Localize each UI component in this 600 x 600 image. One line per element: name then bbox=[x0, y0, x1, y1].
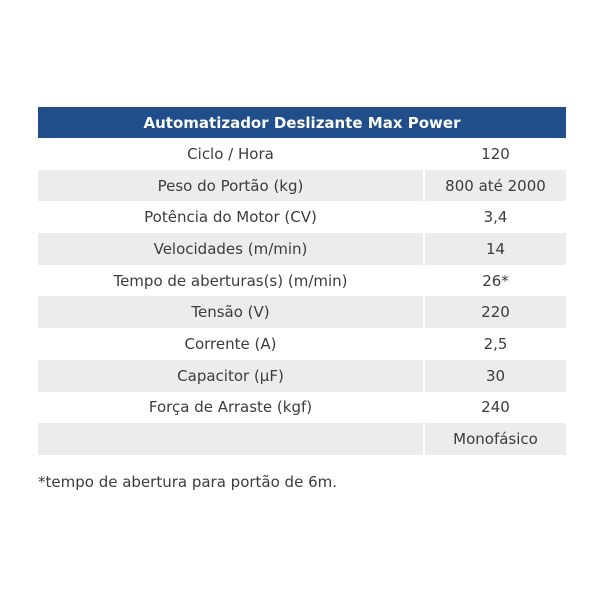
row-label: Corrente (A) bbox=[38, 328, 425, 360]
row-value: 26* bbox=[482, 271, 509, 290]
table-row bbox=[38, 360, 566, 392]
table-row bbox=[38, 328, 566, 360]
row-value: 800 até 2000 bbox=[425, 170, 566, 202]
row-label: Tensão (V) bbox=[38, 296, 425, 328]
table-row bbox=[38, 265, 566, 297]
row-label: Força de Arraste (kgf) bbox=[38, 392, 425, 424]
row-value: Monofásico bbox=[425, 423, 566, 455]
row-value: 14 bbox=[425, 233, 566, 265]
spec-table bbox=[38, 107, 566, 455]
table-title: Automatizador Deslizante Max Power bbox=[38, 107, 566, 138]
footnote: *tempo de abertura para portão de 6m. bbox=[38, 473, 337, 491]
row-label: Capacitor (µF) bbox=[38, 360, 425, 392]
table-row bbox=[38, 296, 566, 328]
row-value: 30 bbox=[425, 360, 566, 392]
row-label: Ciclo / Hora bbox=[38, 138, 425, 170]
row-value: 2,5 bbox=[483, 334, 508, 353]
table-row bbox=[38, 170, 566, 202]
row-value: 240 bbox=[481, 398, 510, 417]
row-value: 220 bbox=[425, 296, 566, 328]
table-row bbox=[38, 233, 566, 265]
table-row bbox=[38, 392, 566, 424]
row-value: 3,4 bbox=[483, 208, 508, 227]
table-row bbox=[38, 138, 566, 170]
table-row bbox=[38, 423, 566, 455]
row-value: 120 bbox=[481, 144, 510, 163]
table-row bbox=[38, 201, 566, 233]
row-label: Peso do Portão (kg) bbox=[38, 170, 425, 202]
row-label bbox=[38, 423, 425, 455]
row-label: Velocidades (m/min) bbox=[38, 233, 425, 265]
row-label: Tempo de aberturas(s) (m/min) bbox=[38, 265, 425, 297]
row-label: Potência do Motor (CV) bbox=[38, 201, 425, 233]
